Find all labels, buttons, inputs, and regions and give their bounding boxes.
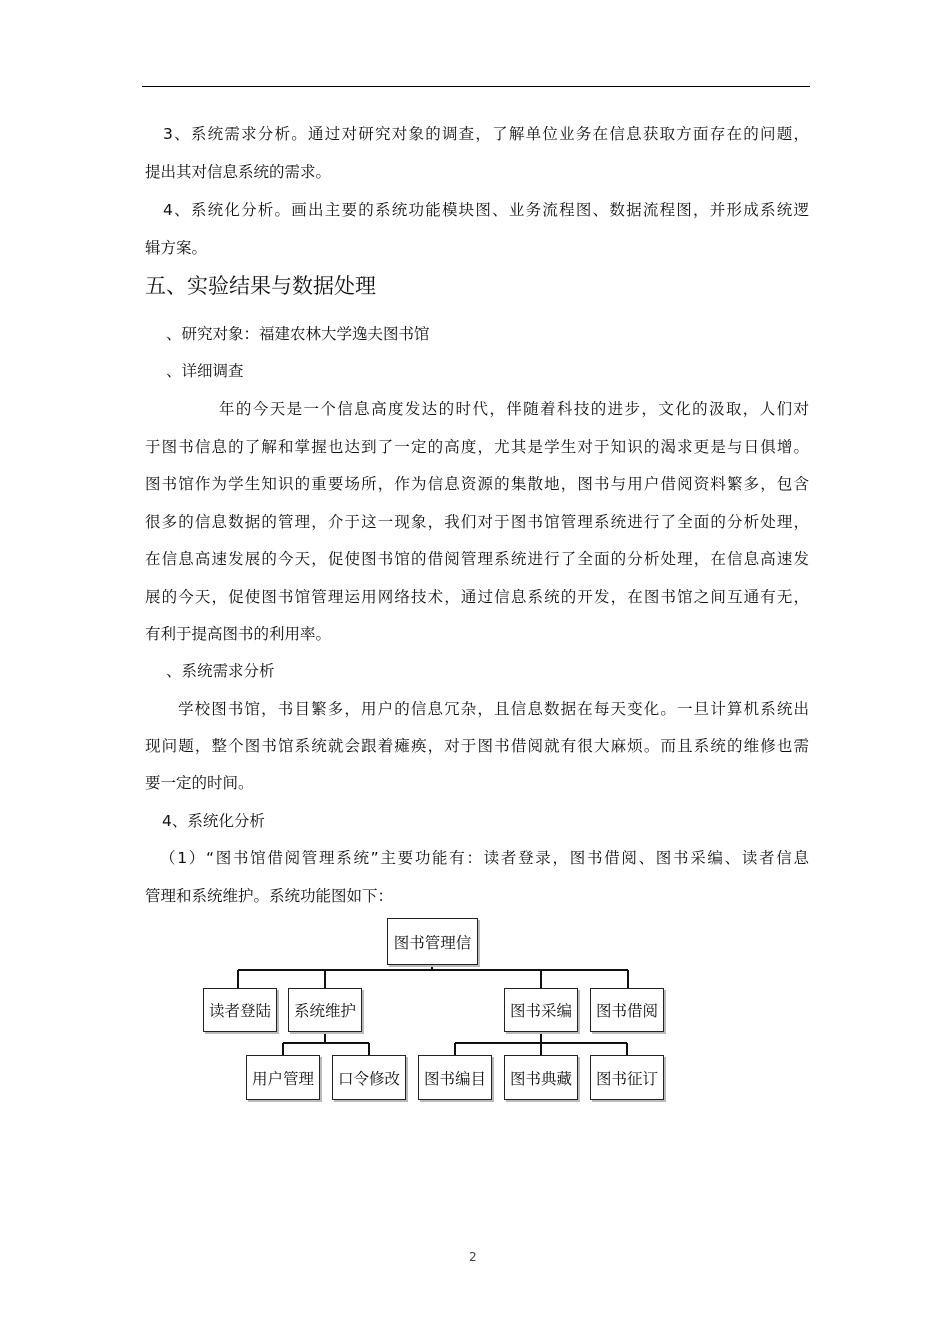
subsection-requirements: 、系统需求分析 [166,662,275,680]
item3-line2: 提出其对信息系统的需求。 [145,163,332,181]
diagram-node-system-maintenance: 系统维护 [288,988,362,1032]
diagram-node-book-collection: 图书典藏 [504,1055,578,1100]
diagram-node-password-change: 口令修改 [332,1055,406,1100]
function-line: 管理和系统维护。系统功能图如下： [145,887,394,905]
subsection-systemization: 4、系统化分析 [162,812,265,830]
header-rule [142,86,810,87]
item4-line1: 4、系统化分析。画出主要的系统功能模块图、业务流程图、数据流程图，并形成系统逻 [163,201,809,219]
diagram-root-node: 图书管理信 [387,918,478,965]
requirement-line: 现问题，整个图书馆系统就会跟着瘫痪，对于图书借阅就有很大麻烦。而且系统的维修也需 [145,737,809,755]
function-line: （1）“图书馆借阅管理系统”主要功能有：读者登录，图书借阅、图书采编、读者信息 [160,849,809,867]
survey-line: 有利于提高图书的利用率。 [145,625,332,643]
diagram-node-book-borrowing: 图书借阅 [590,988,664,1032]
section-heading: 五、实验结果与数据处理 [145,274,376,298]
survey-line: 在信息高速发展的今天，促使图书馆的借阅管理系统进行了全面的分析处理，在信息高速发 [145,550,809,568]
diagram-node-book-cataloging: 图书采编 [504,988,578,1032]
survey-line: 很多的信息数据的管理，介于这一现象，我们对于图书馆管理系统进行了全面的分析处理， [145,513,809,531]
diagram-node-reader-login: 读者登陆 [203,988,277,1032]
survey-line: 于图书信息的了解和掌握也达到了一定的高度，尤其是学生对于知识的渴求更是与日俱增。 [145,438,809,456]
requirement-line: 要一定的时间。 [145,774,254,792]
survey-line: 展的今天，促使图书馆管理运用网络技术，通过信息系统的开发，在图书馆之间互通有无， [145,588,809,606]
requirement-line: 学校图书馆，书目繁多，用户的信息冗杂，且信息数据在每天变化。一旦计算机系统出 [178,700,809,718]
diagram-node-book-cataloging-entry: 图书编目 [418,1055,492,1100]
page-number: 2 [469,1250,477,1264]
survey-line: 年的今天是一个信息高度发达的时代，伴随着科技的进步，文化的汲取，人们对 [219,400,809,418]
subsection-detailed-survey: 、详细调查 [166,362,244,380]
item4-line2: 辑方案。 [145,239,208,257]
diagram-node-book-ordering: 图书征订 [590,1055,664,1100]
subsection-research-object: 、研究对象：福建农林大学逸夫图书馆 [166,325,430,343]
diagram-node-user-management: 用户管理 [246,1055,320,1100]
item3-line1: 3、系统需求分析。通过对研究对象的调查，了解单位业务在信息获取方面存在的问题， [163,125,809,143]
survey-line: 图书馆作为学生知识的重要场所，作为信息资源的集散地，图书与用户借阅资料繁多，包含 [145,475,809,493]
